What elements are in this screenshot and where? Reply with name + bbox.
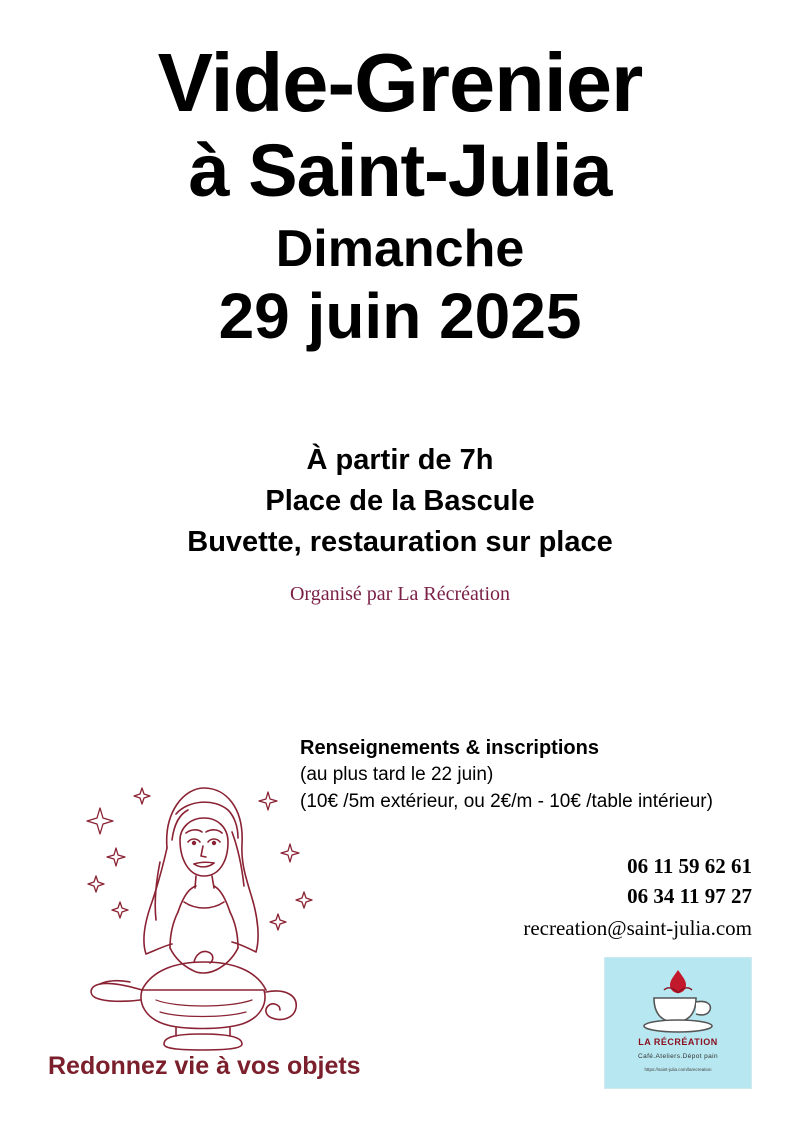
logo-name: LA RÉCRÉATION <box>638 1037 718 1047</box>
event-food: Buvette, restauration sur place <box>187 525 613 558</box>
event-place: Place de la Bascule <box>265 484 535 517</box>
poster-title-weekday: Dimanche <box>275 220 525 279</box>
registration-info <box>300 735 780 814</box>
coffee-cup-icon <box>605 958 751 1036</box>
registration-heading: Renseignements & inscriptions <box>300 737 599 759</box>
poster-title-block <box>0 0 800 352</box>
poster-title-date: 29 juin 2025 <box>218 280 582 353</box>
contact-block <box>523 852 752 943</box>
contact-phone-1[interactable]: 06 11 59 62 61 <box>627 854 752 878</box>
contact-phone-2[interactable]: 06 34 11 97 27 <box>627 883 752 908</box>
organizer-logo-card <box>604 957 752 1089</box>
registration-deadline: (au plus tard le 22 juin) <box>300 764 494 785</box>
event-time: À partir de 7h <box>306 443 494 476</box>
logo-tagline: Café.Ateliers.Dépot pain <box>637 1053 719 1060</box>
contact-email[interactable]: recreation@saint-julia.com <box>523 915 752 940</box>
poster-slogan: Redonnez vie à vos objets <box>48 1052 361 1080</box>
poster-title-main: Vide-Grenier <box>157 36 643 129</box>
event-details <box>0 440 800 564</box>
genie-lamp-woman-illustration <box>72 752 332 1052</box>
registration-prices: (10€ /5m extérieur, ou 2€/m - 10€ /table intérieur) <box>300 790 713 812</box>
logo-url[interactable]: https://saint-julia.com/larecreation <box>644 1067 712 1072</box>
event-organizer: Organisé par La Récréation <box>289 583 511 606</box>
poster-title-location: à Saint-Julia <box>188 129 612 213</box>
